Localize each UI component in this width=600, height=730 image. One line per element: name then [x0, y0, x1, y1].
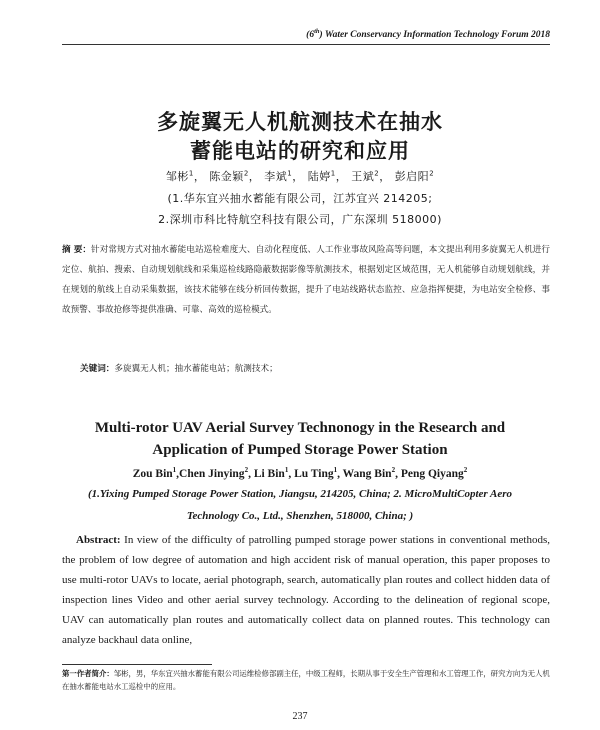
affiliation-en-line-1: (1.Yixing Pumped Storage Power Station, Jiangsu, 214205, China; 2. MicroMultiCopter Aero — [87, 488, 513, 500]
abstract-en — [62, 530, 550, 650]
title-cn-line-1: 多旋翼无人机航测技术在抽水 — [157, 110, 443, 134]
abstract-en-text: In view of the difficulty of patrolling pumped storage power stations in conventional methods, the problem of low degree of automation and high accident risk of manual operation, this paper proposes to use multi-rotor UAVs to locate, aerial photograph, search, automatically plan routes and collect hidden data of inspection lines Video and other aerial survey technology. According to the delineation of regional scope, UAV can automatically plan routes and automatically collect data on planned routes. This technology can analyze backhaul data online, — [62, 534, 550, 646]
author-en: Zou Bin — [132, 467, 173, 480]
keywords-cn-label: 关键词： — [80, 364, 115, 374]
authors-cn: 邹彬$^1$， 陈金颖$^2$， 李斌$^1$， 陆婷$^1$， 王斌$^2$， 彭启阳$^2$ — [165, 169, 435, 183]
header-rule — [62, 44, 550, 45]
title-cn-line-2: 蓄能电站的研究和应用 — [190, 139, 410, 163]
abstract-en-label: Abstract: — [76, 534, 121, 546]
page-number: 237 — [292, 711, 308, 722]
affiliation-en-line-2: Technology Co., Ltd., Shenzhen, 518000, China; ) — [186, 510, 414, 522]
author-en: Chen Jinying — [179, 467, 245, 480]
keywords-cn — [80, 362, 278, 374]
affiliation-cn-line-2: 2.深圳市科比特航空科技有限公司，广东深圳 518000) — [158, 213, 442, 226]
author-cn: 王斌 — [351, 170, 375, 183]
abstract-cn-text: 针对常规方式对抽水蓄能电站巡检难度大、自动化程度低、人工作业事故风险高等问题，本文提出利用多旋翼无人机进行定位、航拍、搜索、自动规划航线和采集巡检线路隐蔽数据影像等航测技术，根据划定区域范围，无人机能够自动规划航线，并在规划的航线上自动采集数据，该技术能够在线分析回传数据，提升了电站线路状态监控、应急指挥便捷，为电站安全检修、事故预警、事故抢修等提供准确、可靠、高效的巡检模式。 — [62, 245, 550, 315]
authors-en: Zou Bin$^1$,Chen Jinying$^2$, Li Bin$^1$, Lu Ting$^1$, Wang Bin$^2$, Peng Qiyang$^2$ — [132, 466, 468, 480]
footnote-rule — [62, 664, 212, 665]
author-cn: 李斌 — [264, 170, 288, 183]
author-cn: 陈金颖 — [209, 170, 244, 183]
author-en: Wang Bin — [342, 467, 392, 480]
author-cn: 彭启阳 — [394, 170, 430, 183]
title-en-line-1: Multi-rotor UAV Aerial Survey Technonogy in the Research and — [94, 420, 506, 436]
abstract-cn — [62, 240, 550, 320]
abstract-cn-label: 摘 要： — [62, 245, 92, 255]
keywords-cn-text: 多旋翼无人机；抽水蓄能电站；航测技术； — [114, 364, 278, 374]
footnote-text: 邹彬，男，华东宜兴抽水蓄能有限公司运维检修部副主任，中级工程师，长期从事于安全生产管理和水工管理工作，研究方向为无人机在抽水蓄能电站水工巡检中的应用。 — [62, 669, 550, 691]
author-en: Peng Qiyang — [400, 467, 464, 480]
author-en: Lu Ting — [294, 467, 334, 480]
running-header: (6th) Water Conservancy Information Technology Forum 2018 — [306, 28, 550, 41]
title-en-line-2: Application of Pumped Storage Power Station — [152, 442, 448, 458]
footnote — [62, 667, 550, 693]
author-en: Li Bin — [253, 467, 285, 480]
affiliation-cn-line-1: (1.华东宜兴抽水蓄能有限公司，江苏宜兴 214205; — [167, 192, 433, 205]
author-cn: 邹彬 — [165, 170, 189, 183]
author-cn: 陆婷 — [307, 170, 331, 183]
footnote-label: 第一作者简介： — [62, 669, 114, 678]
